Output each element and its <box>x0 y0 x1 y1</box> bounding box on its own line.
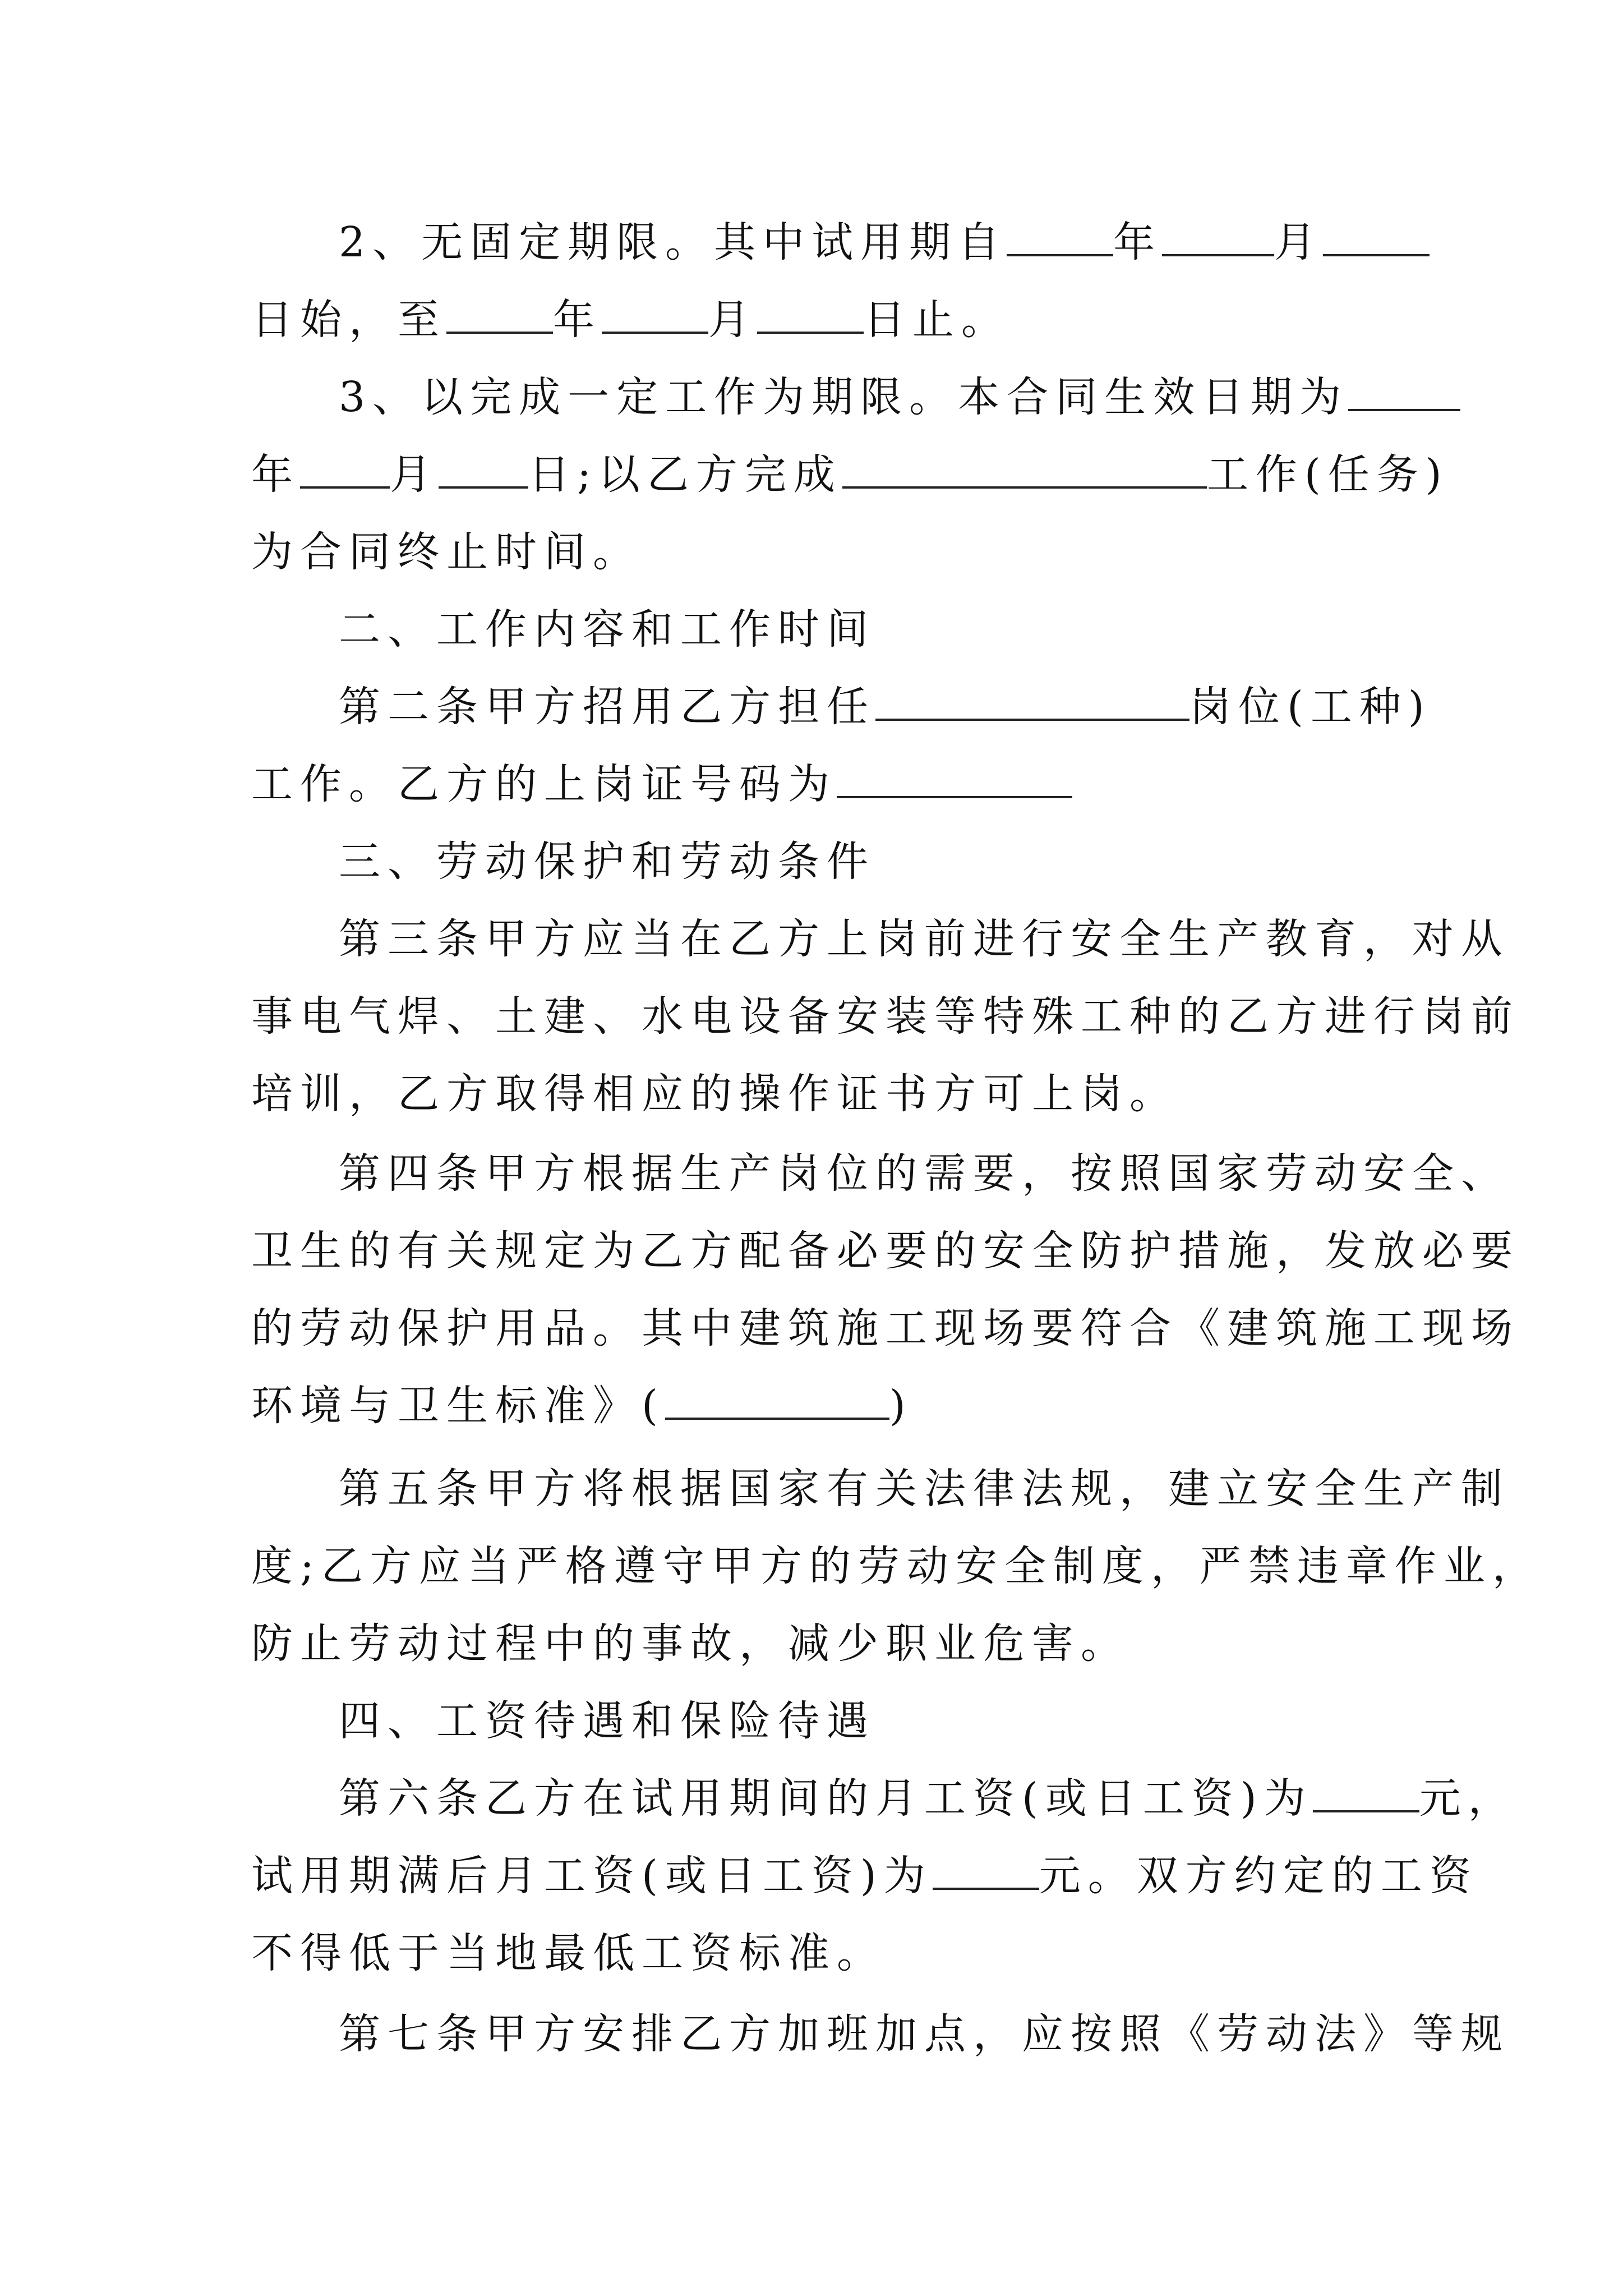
text-line: 培训，乙方取得相应的操作证书方可上岗。 <box>251 1070 1178 1118</box>
fill-blank <box>1007 215 1113 256</box>
text-segment: 工作。乙方的上岗证号码为 <box>251 760 837 808</box>
section-heading <box>339 828 1384 895</box>
text-line: 第三条甲方应当在乙方上岗前进行安全生产教育，对从 <box>339 915 1510 963</box>
text-line <box>251 286 1384 353</box>
text-segment: 年 <box>251 450 300 499</box>
fill-blank <box>1323 215 1430 256</box>
text-line <box>251 441 1449 508</box>
fill-blank <box>439 447 528 489</box>
text-segment: 月 <box>708 296 757 344</box>
text-segment: 试用期满后月工资(或日工资)为 <box>251 1852 933 1900</box>
text-line <box>251 518 1384 586</box>
text-line: 的劳动保护用品。其中建筑施工现场要符合《建筑施工现场 <box>251 1304 1520 1352</box>
fill-blank <box>300 447 390 489</box>
text-segment: 日;以乙方完成 <box>528 450 842 499</box>
fill-blank <box>875 679 1189 721</box>
text-line <box>251 751 1384 818</box>
section-heading <box>339 596 1384 663</box>
fill-blank <box>1162 215 1274 256</box>
fill-blank <box>446 292 553 334</box>
text-segment: 第二条甲方招用乙方担任 <box>339 683 875 731</box>
text-line <box>339 1765 1517 1832</box>
fill-blank <box>1348 370 1460 411</box>
fill-blank <box>665 1378 889 1420</box>
text-segment: 月 <box>390 450 439 499</box>
text-segment: 元。双方约定的工资 <box>1039 1852 1478 1900</box>
text-line: 第四条甲方根据生产岗位的需要，按照国家劳动安全、 <box>339 1149 1510 1198</box>
text-segment: 第六条乙方在试用期间的月工资(或日工资)为 <box>339 1774 1313 1823</box>
text-segment: 2、无固定期限。其中试用期自 <box>339 218 1007 266</box>
fill-blank <box>933 1848 1039 1890</box>
fill-blank <box>602 292 708 334</box>
text-segment: 年 <box>553 296 602 344</box>
text-line: 第五条甲方将根据国家有关法律法规，建立安全生产制 <box>339 1465 1510 1513</box>
text-line <box>339 364 1384 431</box>
text-line: 第七条甲方安排乙方加班加点，应按照《劳动法》等规 <box>339 2010 1510 2058</box>
fill-blank <box>1313 1771 1419 1812</box>
text-segment: 元， <box>1419 1774 1517 1823</box>
text-line <box>251 1842 1478 1910</box>
text-line: 度;乙方应当严格遵守甲方的劳动安全制度，严禁违章作业， <box>251 1542 1541 1590</box>
text-segment: 为合同终止时间。 <box>251 528 642 576</box>
text-line: 防止劳动过程中的事故，减少职业危害。 <box>251 1619 1129 1668</box>
text-line: 卫生的有关规定为乙方配备必要的安全防护措施，发放必要 <box>251 1227 1520 1275</box>
text-line: 不得低于当地最低工资标准。 <box>251 1929 886 1977</box>
heading-text: 三、劳动保护和劳动条件 <box>339 838 875 886</box>
text-line <box>339 673 1432 740</box>
section-heading <box>339 1687 1384 1755</box>
fill-blank <box>757 292 864 334</box>
text-line <box>339 209 1384 276</box>
text-segment: 日始，至 <box>251 296 446 344</box>
text-segment: 年 <box>1113 218 1163 266</box>
fill-blank <box>842 447 1207 489</box>
heading-text: 二、工作内容和工作时间 <box>339 605 875 654</box>
text-segment: 环境与卫生标准》( <box>251 1382 665 1430</box>
heading-text: 四、工资待遇和保险待遇 <box>339 1697 875 1745</box>
fill-blank <box>837 757 1072 798</box>
text-segment: 日止。 <box>864 296 1010 344</box>
text-line: 事电气焊、土建、水电设备安装等特殊工种的乙方进行岗前 <box>251 992 1520 1041</box>
text-segment: 岗位(工种) <box>1189 683 1432 731</box>
text-segment: 工作(任务) <box>1206 450 1449 499</box>
text-segment: 月 <box>1274 218 1324 266</box>
text-segment: 3、以完成一定工作为期限。本合同生效日期为 <box>339 373 1349 421</box>
text-line <box>251 1372 1384 1439</box>
text-segment: ) <box>889 1382 913 1430</box>
